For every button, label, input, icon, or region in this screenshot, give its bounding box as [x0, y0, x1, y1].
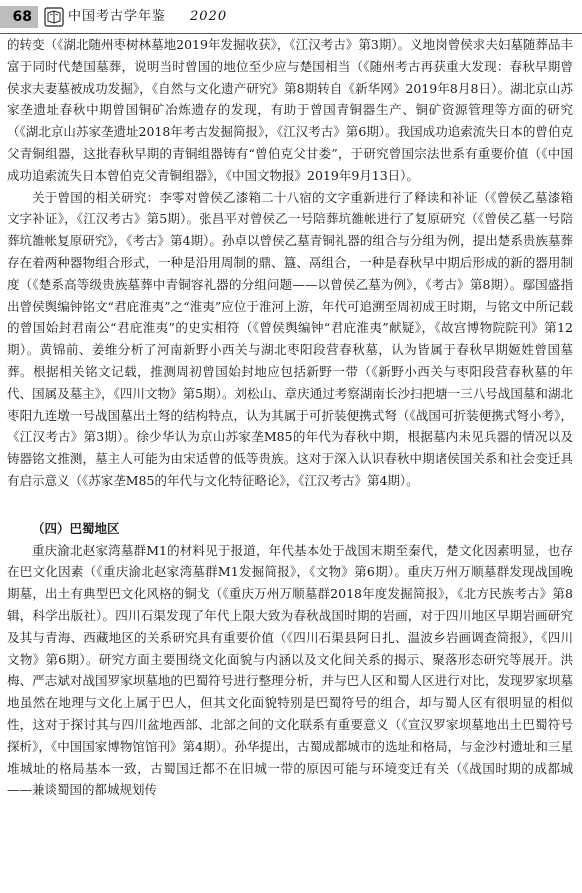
- article-body: [7, 34, 573, 801]
- running-header: [0, 6, 582, 30]
- section-heading: （四）巴蜀地区: [32, 520, 120, 536]
- journal-year: 2020: [190, 9, 228, 24]
- book-seal-icon: [44, 7, 64, 27]
- paragraph: 重庆渝北赵家湾墓群M1的材料见于报道，年代基本处于战国末期至秦代，楚文化因素明显，也存在巴文化因素（《重庆渝北赵家湾墓群M1发掘简报》，《文物》第6期）。重庆万州万顺墓群发现战国晚期墓，出土有典型巴文化风格的铜戈（《重庆万州万顺墓群2018年度发掘简报》，《北方民族考古》第8辑，科学出版社）。四川石渠发现了年代上限大致为春秋战国时期的岩画，对于四川地区早期岩画研究及其与青海、西藏地区的关系研究具有重要价值（《四川石渠县阿日扎、温波乡岩画调查简报》，《四川文物》第6期）。研究方面主要围绕文化面貌与内涵以及文化间关系的揭示、聚落形态研究等展开。洪梅、严志斌对战国罗家坝墓地的巴蜀符号进行整理分析，并与巴人区和蜀人区进行对比，发现罗家坝墓地虽然在地理与文化上属于巴人，但其文化面貌特别是巴蜀符号的组合，却与蜀人区有很明显的相似性，这对于探讨其与四川盆地西部、北部之间的文化联系有重要意义（《宣汉罗家坝墓地出土巴蜀符号探析》，《中国国家博物馆馆刊》第4期）。孙华提出，古蜀成都城市的选址和格局，与金沙村遗址和三星堆城址的格局基本一致，古蜀国迁都不在旧城一带的原因可能与环境变迁有关（《战国时期的成都城——兼谈蜀国的都城规划传: [7, 542, 573, 798]
- paragraph: 的转变（《湖北随州枣树林墓地2019年发掘收获》，《江汉考古》第3期）。义地岗曾侯求夫妇墓随葬品丰富于同时代楚国墓葬，说明当时曾国的地位至少应与楚国相当（《随州考古再获重大发现：春秋早期曾侯求夫妻墓被成功发掘》，《自然与文化遗产研究》第8期转自《新华网》2019年8月8日）。湖北京山苏家垄遗址春秋中期曾国铜矿冶炼遗存的发现，有助于曾国青铜器生产、铜矿资源管理等方面的研究（《湖北京山苏家垄遗址2018年考古发掘简报》，《江汉考古》第6期）。我国成功追索流失日本的曾伯克父青铜组器，这批春秋早期的青铜组器铸有“曾伯克父甘娄”，于研究曾国宗法世系有重要价值（《中国成功追索流失日本曾伯克父青铜组器》，《中国文物报》2019年9月13日）。: [7, 37, 573, 183]
- page-number: 68: [0, 6, 38, 28]
- paragraph: 关于曾国的相关研究：李零对曾侯乙漆箱二十八宿的文字重新进行了释读和补证（《曾侯乙墓漆箱文字补证》，《江汉考古》第5期）。张昌平对曾侯乙一号陪葬坑雒帐进行了复原研究（《曾侯乙墓一号陪葬坑雒帐复原研究》，《考古》第4期）。孙卓以曾侯乙墓青铜礼器的组合与分组为例，提出楚系贵族墓葬存在着两种器物组合形式，一种是沿用周制的鼎、簋、鬲组合，一种是春秋早中期后形成的新的器用制度（《楚系高等级贵族墓葬中青铜容礼器的分组问题——以曾侯乙墓为例》，《考古》第8期）。鄢国盛指出曾侯舆编钟铭文“君庇淮夷”之“淮夷”应位于淮河上游，年代可追溯至周初成王时期，与铭文中所记载的曾国始封君南公“君庇淮夷”的史实相符（《曾侯舆编钟“君庇淮夷”献疑》，《故宫博物院院刊》第12期）。黄锦前、姜维分析了河南新野小西关与湖北枣阳段营春秋墓，认为皆属于春秋早期姬姓曾国墓葬。根据相关铭文记载，推测周初曾国始封地应包括新野一带（《新野小西关与枣阳段营春秋墓的年代、国属及墓主》，《四川文物》第5期）。刘松山、章庆通过考察湖南长沙扫把塘一三八号战国墓和湖北枣阳九连墩一号战国墓出土弩的结构特点，认为其属于可折装便携式弩（《战国可折装便携式弩小考》，《江汉考古》第3期）。徐少华认为京山苏家垄M85的年代为春秋中期，根据墓内未见兵器的情况以及铸器铭文推测，墓主人可能为由宋适曾的低等贵族。这对于深入认识春秋中期诸侯国关系和社会变迁具有启示意义（《苏家垄M85的年代与文化特征略论》，《江汉考古》第4期）。: [7, 189, 573, 488]
- journal-title: 中国考古学年鉴: [68, 9, 167, 24]
